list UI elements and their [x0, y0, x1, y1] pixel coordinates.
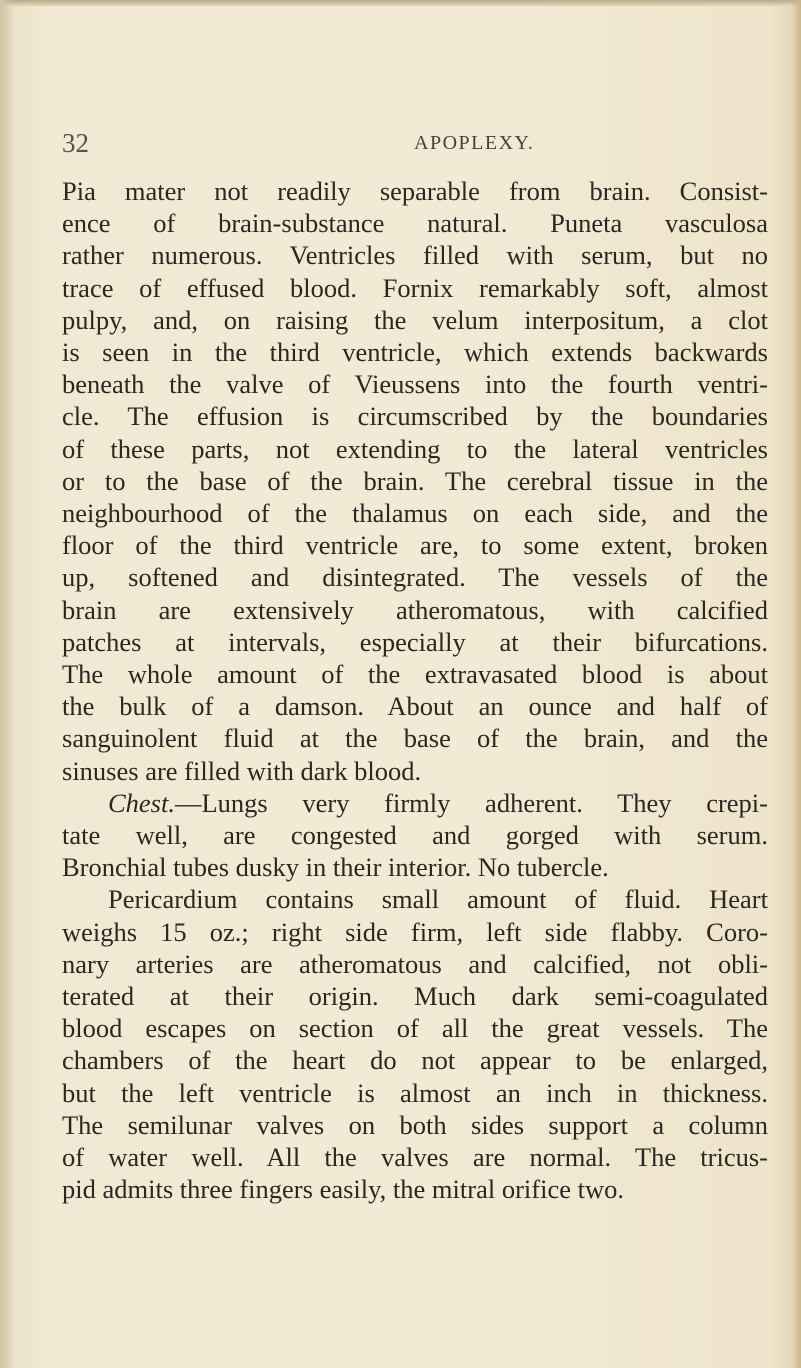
text-line: the bulk of a damson. About an ounce and half of [62, 691, 768, 722]
text-line: up, softened and disintegrated. The vessels of the [62, 562, 768, 593]
text-line: The whole amount of the extravasated blood is about [62, 659, 768, 690]
text-line: beneath the valve of Vieussens into the fourth ventri- [62, 369, 768, 400]
text-line: chambers of the heart do not appear to be enlarged, [62, 1045, 768, 1076]
text-line: sanguinolent fluid at the base of the brain, and the [62, 723, 768, 754]
text-line: of these parts, not extending to the lateral ventricles [62, 433, 768, 464]
running-title: APOPLEXY. [414, 132, 535, 154]
text-line-rest: —Lungs very firmly adherent. They crepi- [175, 787, 768, 818]
running-head [62, 128, 762, 164]
text-line: weighs 15 oz.; right side firm, left side flabby. Coro- [62, 916, 768, 947]
page-left-edge-shadow [0, 0, 14, 1368]
text-line: The semilunar valves on both sides support a column [62, 1109, 768, 1140]
text-line: ence of brain-substance natural. Puneta vasculosa [62, 208, 768, 239]
page-top-edge-shadow [0, 0, 801, 6]
text-line: pid admits three fingers easily, the mitral orifice two. [62, 1174, 624, 1205]
text-line: Bronchial tubes dusky in their interior. No tubercle. [62, 852, 609, 883]
text-line: Pia mater not readily separable from brain. Consist- [62, 176, 768, 206]
text-line: rather numerous. Ventricles filled with serum, but no [62, 240, 768, 271]
text-line: neighbourhood of the thalamus on each side, and the [62, 498, 768, 529]
text-line: Pericardium contains small amount of fluid. Heart [108, 884, 768, 915]
body-text [62, 175, 768, 1206]
text-line [62, 787, 768, 819]
text-line: trace of effused blood. Fornix remarkably soft, almost [62, 272, 768, 303]
text-line: nary arteries are atheromatous and calcified, not obli- [62, 948, 768, 979]
section-heading-chest: Chest. [108, 787, 175, 818]
text-line: is seen in the third ventricle, which extends backwards [62, 337, 768, 368]
page-right-edge-shadow [791, 0, 801, 1368]
text-line: terated at their origin. Much dark semi-coagulated [62, 981, 768, 1012]
text-line: but the left ventricle is almost an inch in thickness. [62, 1077, 768, 1108]
text-line: or to the base of the brain. The cerebral tissue in the [62, 465, 768, 496]
text-line: sinuses are filled with dark blood. [62, 755, 422, 786]
text-line: pulpy, and, on raising the velum interpositum, a clot [62, 304, 768, 335]
page-number: 32 [62, 128, 89, 158]
text-line: blood escapes on section of all the great vessels. The [62, 1013, 768, 1044]
text-line: cle. The effusion is circumscribed by the boundaries [62, 401, 768, 432]
text-line: floor of the third ventricle are, to some extent, broken [62, 530, 768, 561]
text-line: patches at intervals, especially at their bifurcations. [62, 626, 768, 657]
text-line: of water well. All the valves are normal. The tricus- [62, 1142, 768, 1173]
text-line: brain are extensively atheromatous, with calcified [62, 594, 768, 625]
text-line: tate well, are congested and gorged with serum. [62, 820, 768, 851]
